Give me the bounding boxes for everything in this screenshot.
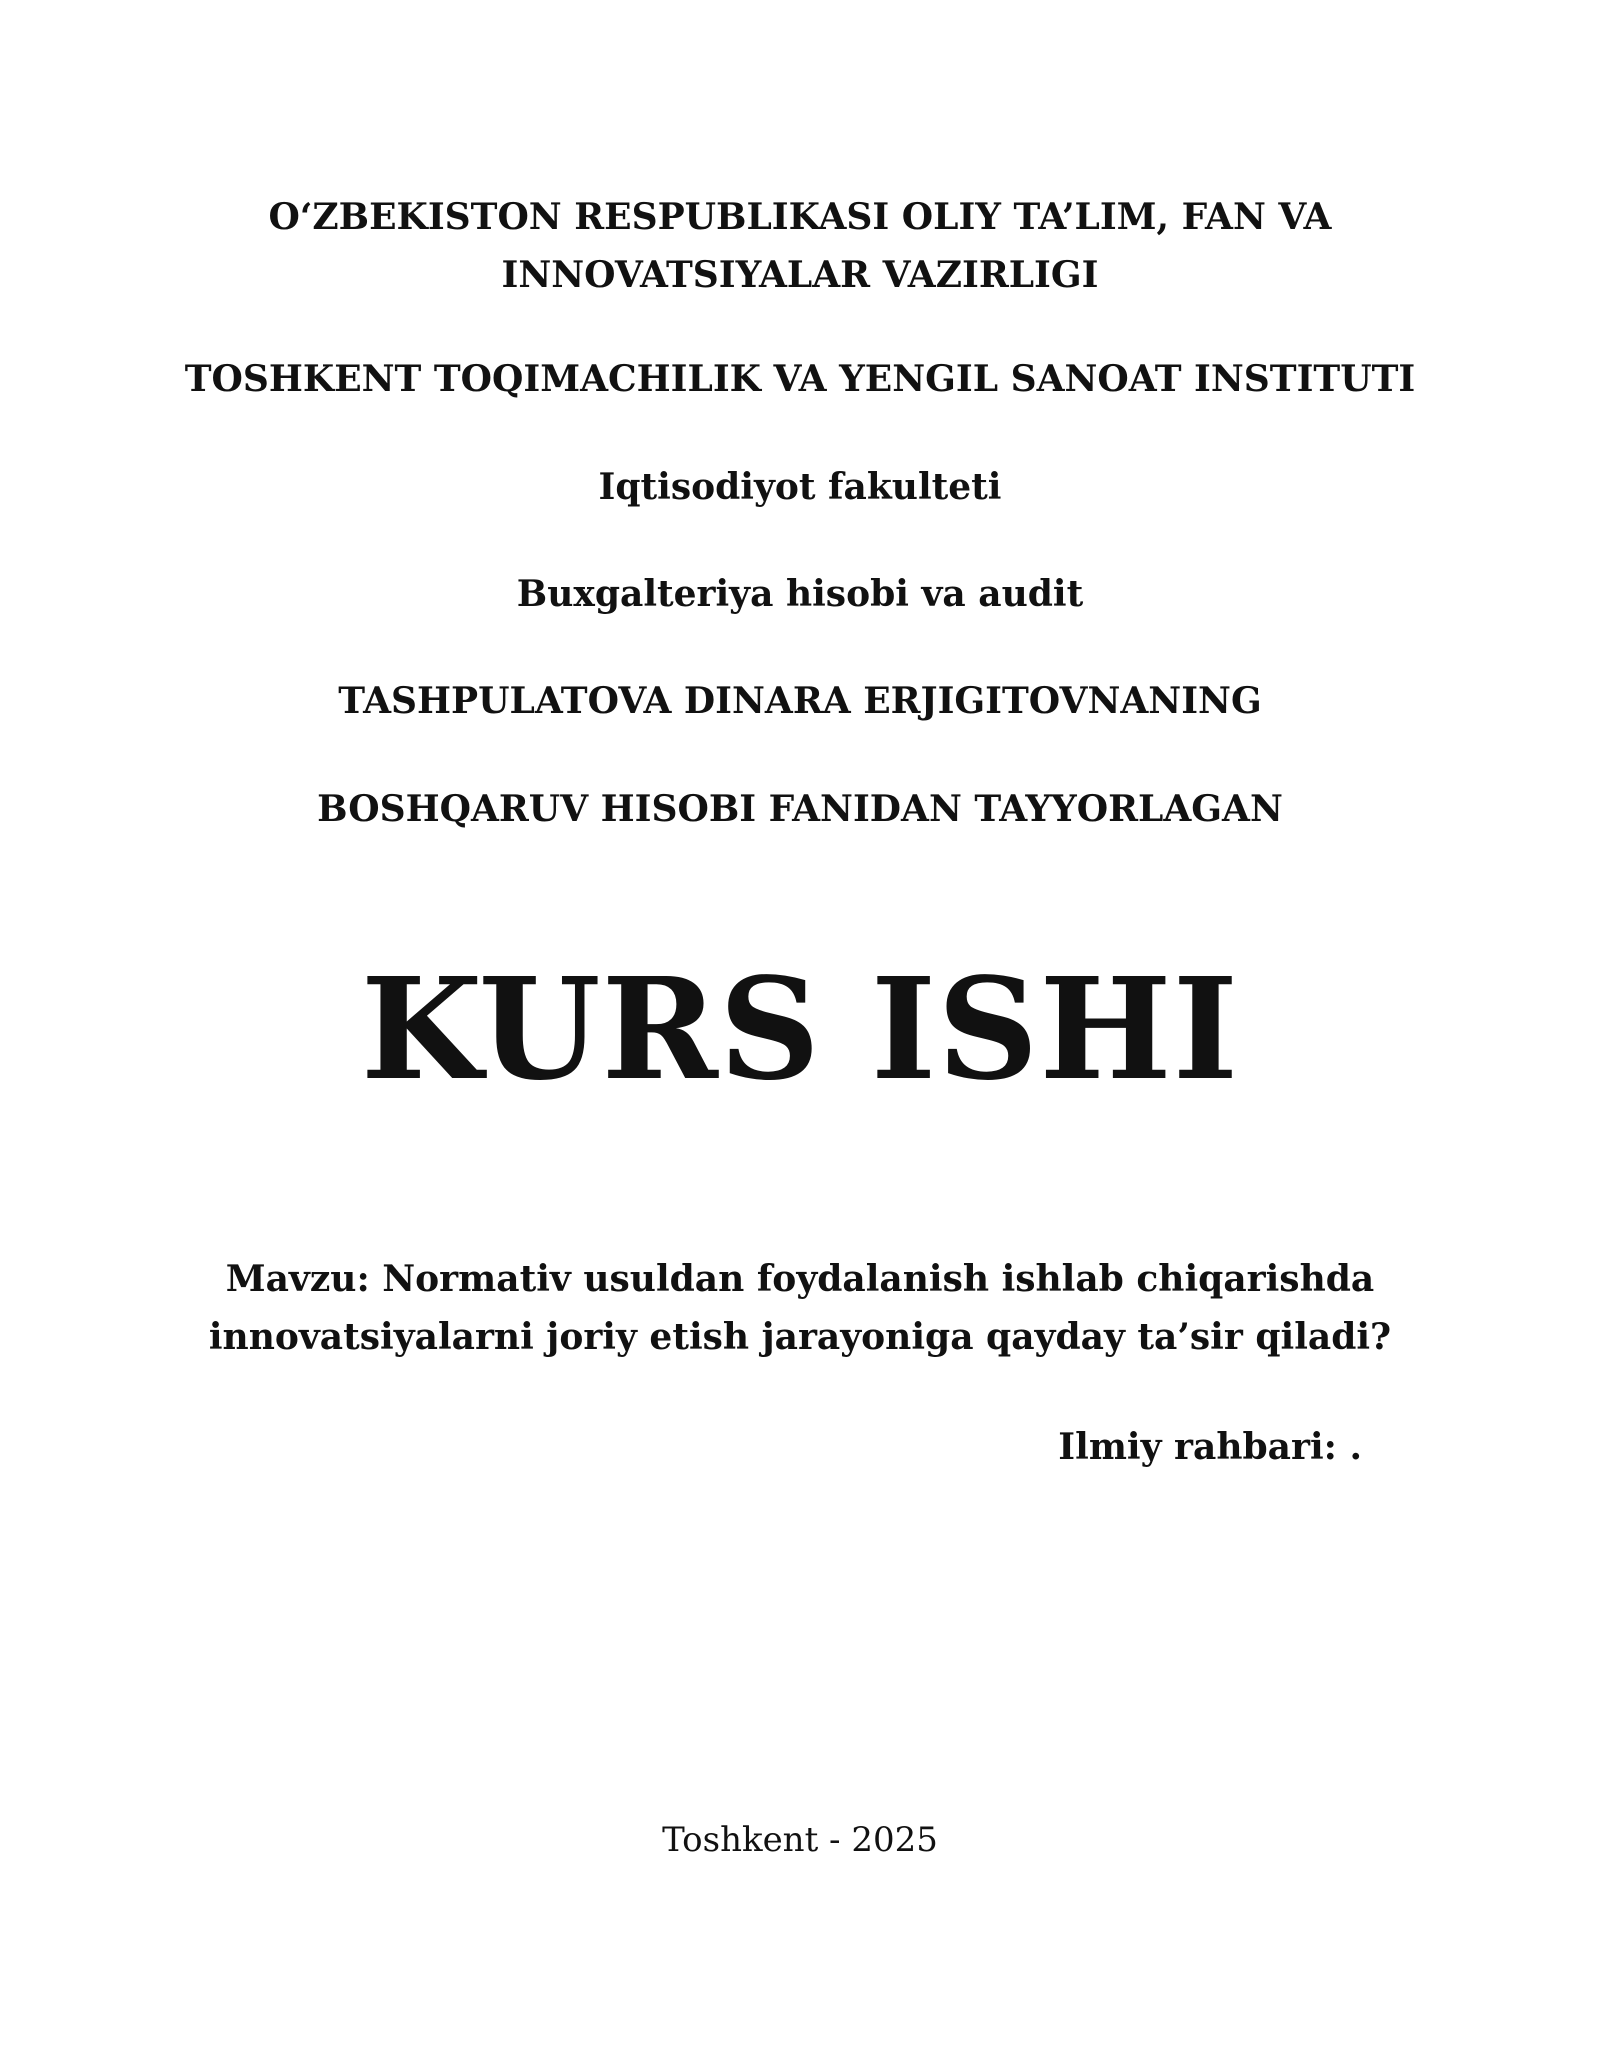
topic-block xyxy=(0,1250,1600,1366)
topic-line-1: Mavzu: Normativ usuldan foydalanish ishlab chiqarishda xyxy=(225,1258,1375,1300)
document-title: KURS ISHI xyxy=(360,948,1240,1112)
ministry-heading xyxy=(0,188,1600,304)
faculty-name: Iqtisodiyot fakulteti xyxy=(598,466,1002,508)
subject-line: BOSHQARUV HISOBI FANIDAN TAYYORLAGAN xyxy=(317,788,1283,830)
department-name: Buxgalteriya hisobi va audit xyxy=(516,573,1084,615)
supervisor-label: Ilmiy rahbari: . xyxy=(1058,1426,1362,1468)
topic-line-2: innovatsiyalarni joriy etish jarayoniga qayday ta’sir qiladi? xyxy=(208,1316,1392,1358)
ministry-line-1: O‘ZBEKISTON RESPUBLIKASI OLIY TA’LIM, FAN VA xyxy=(268,196,1332,238)
student-name: TASHPULATOVA DINARA ERJIGITOVNANING xyxy=(338,680,1262,722)
place-year-footer: Toshkent - 2025 xyxy=(662,1820,938,1860)
institute-name: TOSHKENT TOQIMACHILIK VA YENGIL SANOAT INSTITUTI xyxy=(184,358,1416,400)
ministry-line-2: INNOVATSIYALAR VAZIRLIGI xyxy=(501,254,1099,296)
